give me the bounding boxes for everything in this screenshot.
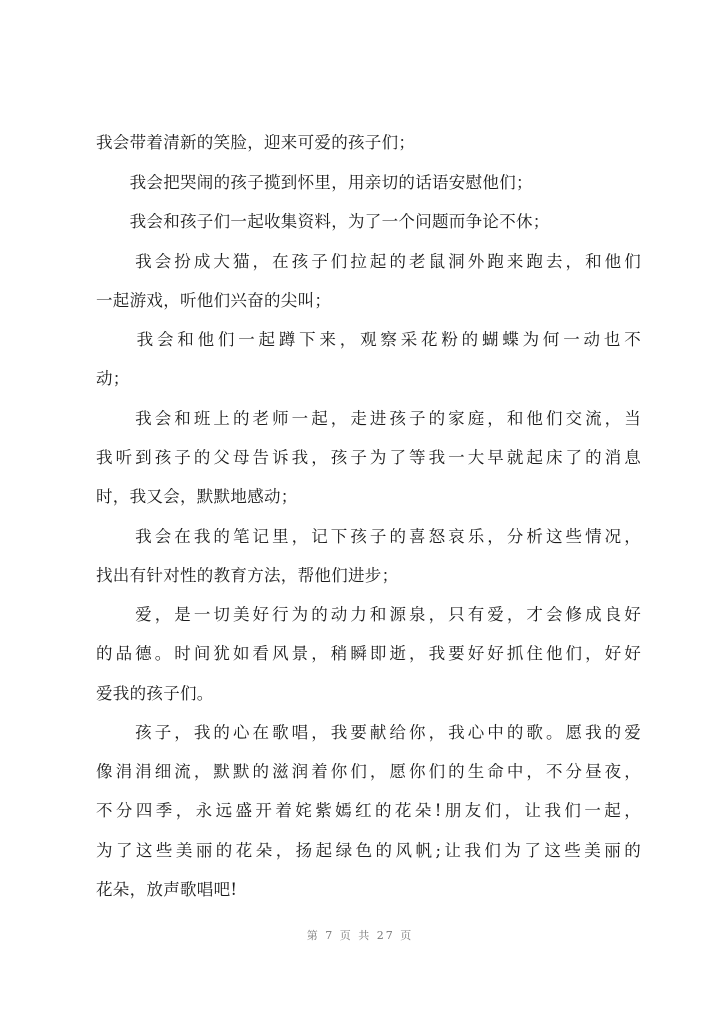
text-line: 的品德。时间犹如看风景，稍瞬即逝，我要好好抓住他们，好好 <box>96 644 641 663</box>
page-number-footer: 第 7 页 共 27 页 <box>306 929 414 942</box>
text-line: 我会和班上的老师一起，走进孩子的家庭，和他们交流，当 <box>96 409 641 428</box>
text-line: 爱，是一切美好行为的动力和源泉，只有爱，才会修成良好 <box>96 605 641 624</box>
text-line: 我会带着清新的笑脸，迎来可爱的孩子们； <box>96 133 416 152</box>
text-line: 时，我又会，默默地感动； <box>96 487 298 506</box>
text-line: 我会和他们一起蹲下来，观察采花粉的蝴蝶为何一动也不 <box>96 330 641 349</box>
text-line: 花朵，放声歌唱吧! <box>96 880 238 899</box>
text-line: 爱我的孩子们。 <box>96 684 214 703</box>
text-line: 像涓涓细流，默默的滋润着你们，愿你们的生命中，不分昼夜， <box>96 762 641 781</box>
text-line: 我会在我的笔记里，记下孩子的喜怒哀乐，分析这些情况， <box>96 527 641 546</box>
text-line: 我听到孩子的父母告诉我，孩子为了等我一大早就起床了的消息 <box>96 448 641 467</box>
text-line: 找出有针对性的教育方法，帮他们进步； <box>96 566 399 585</box>
text-line: 我会和孩子们一起收集资料，为了一个问题而争论不休； <box>96 212 550 231</box>
text-line: 为了这些美丽的花朵，扬起绿色的风帆;让我们为了这些美丽的 <box>96 841 641 860</box>
text-line: 不分四季，永远盛开着姹紫嫣红的花朵!朋友们，让我们一起， <box>96 801 641 820</box>
text-line: 我会把哭闹的孩子揽到怀里，用亲切的话语安慰他们； <box>96 173 533 192</box>
text-line: 一起游戏，听他们兴奋的尖叫； <box>96 291 332 310</box>
text-line: 孩子，我的心在歌唱，我要献给你，我心中的歌。愿我的爱 <box>96 723 641 742</box>
text-line: 我会扮成大猫，在孩子们拉起的老鼠洞外跑来跑去，和他们 <box>96 252 641 271</box>
text-line: 动； <box>96 369 130 388</box>
